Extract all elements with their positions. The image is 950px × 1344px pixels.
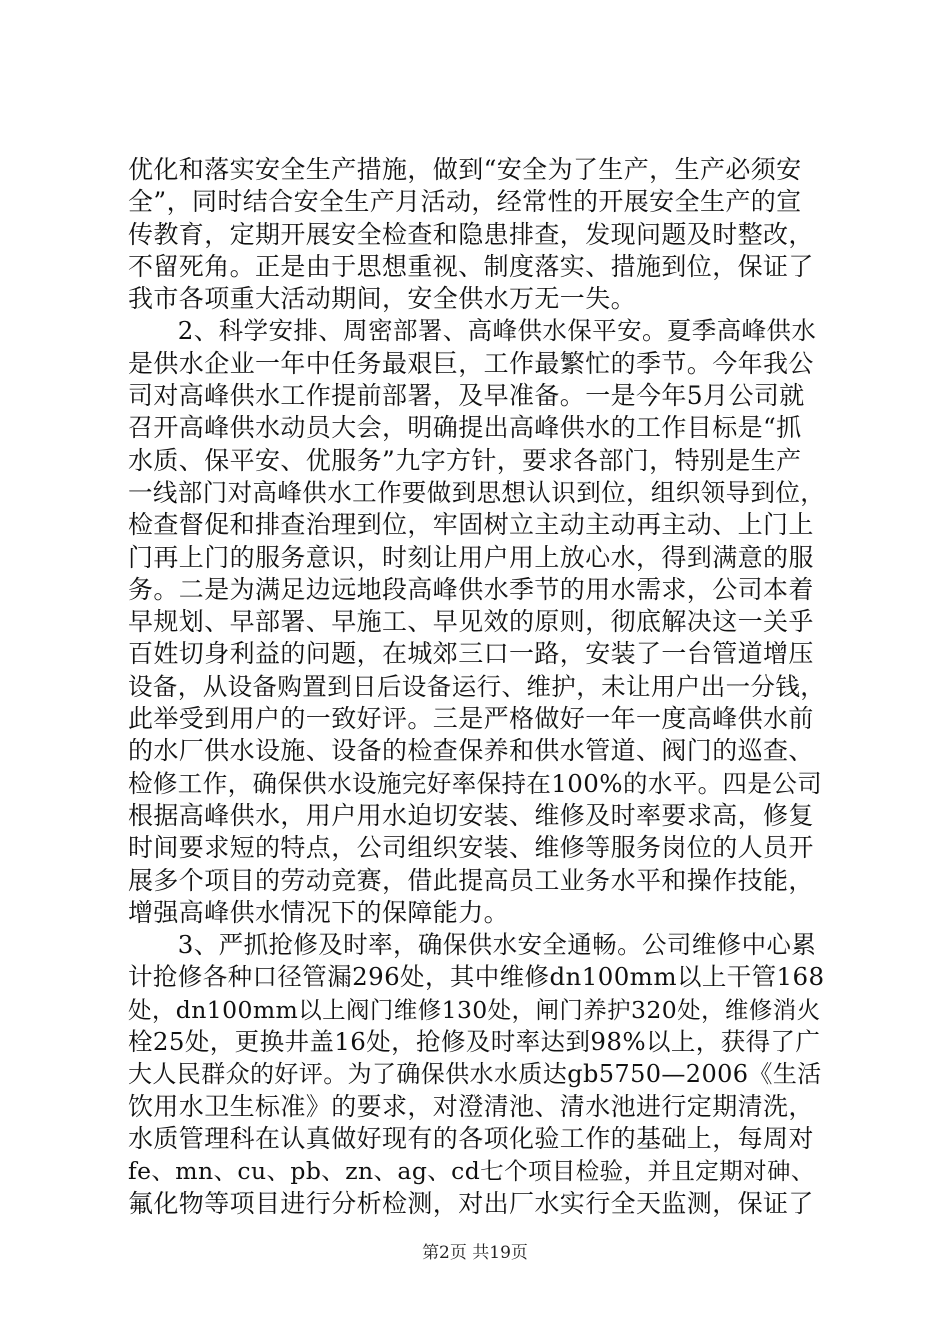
- text-line: 大人民群众的好评。为了确保供水水质达gb5750—2006《生活: [128, 1060, 822, 1089]
- text-line: 设备，从设备购置到日后设备运行、维护，未让用户出一分钱，: [128, 671, 826, 701]
- text-line: 司对高峰供水工作提前部署，及早准备。一是今年5月公司就: [128, 381, 805, 411]
- text-line: 一线部门对高峰供水工作要做到思想认识到位，组织领导到位，: [128, 477, 826, 507]
- text-line: 此举受到用户的一致好评。三是严格做好一年一度高峰供水前: [128, 704, 814, 734]
- text-line: 时间要求短的特点，公司组织安装、维修等服务岗位的人员开: [128, 833, 814, 863]
- text-line: 门再上门的服务意识，时刻让用户用上放心水，得到满意的服: [128, 542, 814, 572]
- text-line: 增强高峰供水情况下的保障能力。: [128, 897, 510, 927]
- text-line: 栓25处，更换井盖16处，抢修及时率达到98%以上，获得了广: [128, 1027, 821, 1057]
- text-line: 根据高峰供水，用户用水迫切安装、维修及时率要求高，修复: [128, 800, 814, 830]
- text-line: 3、严抓抢修及时率，确保供水安全通畅。公司维修中心累: [128, 930, 817, 960]
- text-line: 优化和落实安全生产措施，做到“安全为了生产，生产必须安: [128, 155, 802, 184]
- text-line: 召开高峰供水动员大会，明确提出高峰供水的工作目标是“抓: [128, 413, 802, 443]
- text-line: 我市各项重大活动期间，安全供水万无一失。: [128, 284, 637, 314]
- text-line: 的水厂供水设施、设备的检查保养和供水管道、阀门的巡查、: [128, 736, 814, 766]
- text-line: 2、科学安排、周密部署、高峰供水保平安。夏季高峰供水: [128, 316, 817, 346]
- text-line: 检修工作，确保供水设施完好率保持在100%的水平。四是公司: [128, 768, 823, 798]
- text-line: 是供水企业一年中任务最艰巨，工作最繁忙的季节。今年我公: [128, 348, 814, 378]
- text-line: 传教育，定期开展安全检查和隐患排查，发现问题及时整改，: [128, 219, 814, 249]
- text-line: 早规划、早部署、早施工、早见效的原则，彻底解决这一关乎: [128, 607, 814, 637]
- text-line: 水质管理科在认真做好现有的各项化验工作的基础上，每周对: [128, 1123, 814, 1153]
- text-line: 处，dn100mm以上阀门维修130处，闸门养护320处，维修消火: [128, 995, 821, 1024]
- text-line: 氟化物等项目进行分析检测，对出厂水实行全天监测，保证了: [128, 1188, 814, 1218]
- text-line: 饮用水卫生标准》的要求，对澄清池、清水池进行定期清洗，: [128, 1091, 814, 1121]
- text-line: 务。二是为满足边远地段高峰供水季节的用水需求，公司本着: [128, 574, 814, 604]
- text-line: 百姓切身利益的问题，在城郊三口一路，安装了一台管道增压: [128, 639, 814, 669]
- text-line: 展多个项目的劳动竞赛，借此提高员工业务水平和操作技能，: [128, 865, 814, 895]
- body-text: [128, 154, 828, 1220]
- text-line: 计抢修各种口径管漏296处，其中维修dn100mm以上干管168: [128, 962, 825, 992]
- text-line: 检查督促和排查治理到位，牢固树立主动主动再主动、上门上: [128, 510, 814, 540]
- text-line: 全”，同时结合安全生产月活动，经常性的开展安全生产的宣: [128, 187, 802, 217]
- text-line: fe、mn、cu、pb、zn、ag、cd七个项目检验，并且定期对砷、: [128, 1157, 815, 1186]
- text-line: 不留死角。正是由于思想重视、制度落实、措施到位，保证了: [128, 251, 814, 281]
- text-line: 水质、保平安、优服务”九字方针，要求各部门，特别是生产: [128, 445, 802, 475]
- page-number-footer: 第2页 共19页: [422, 1243, 528, 1263]
